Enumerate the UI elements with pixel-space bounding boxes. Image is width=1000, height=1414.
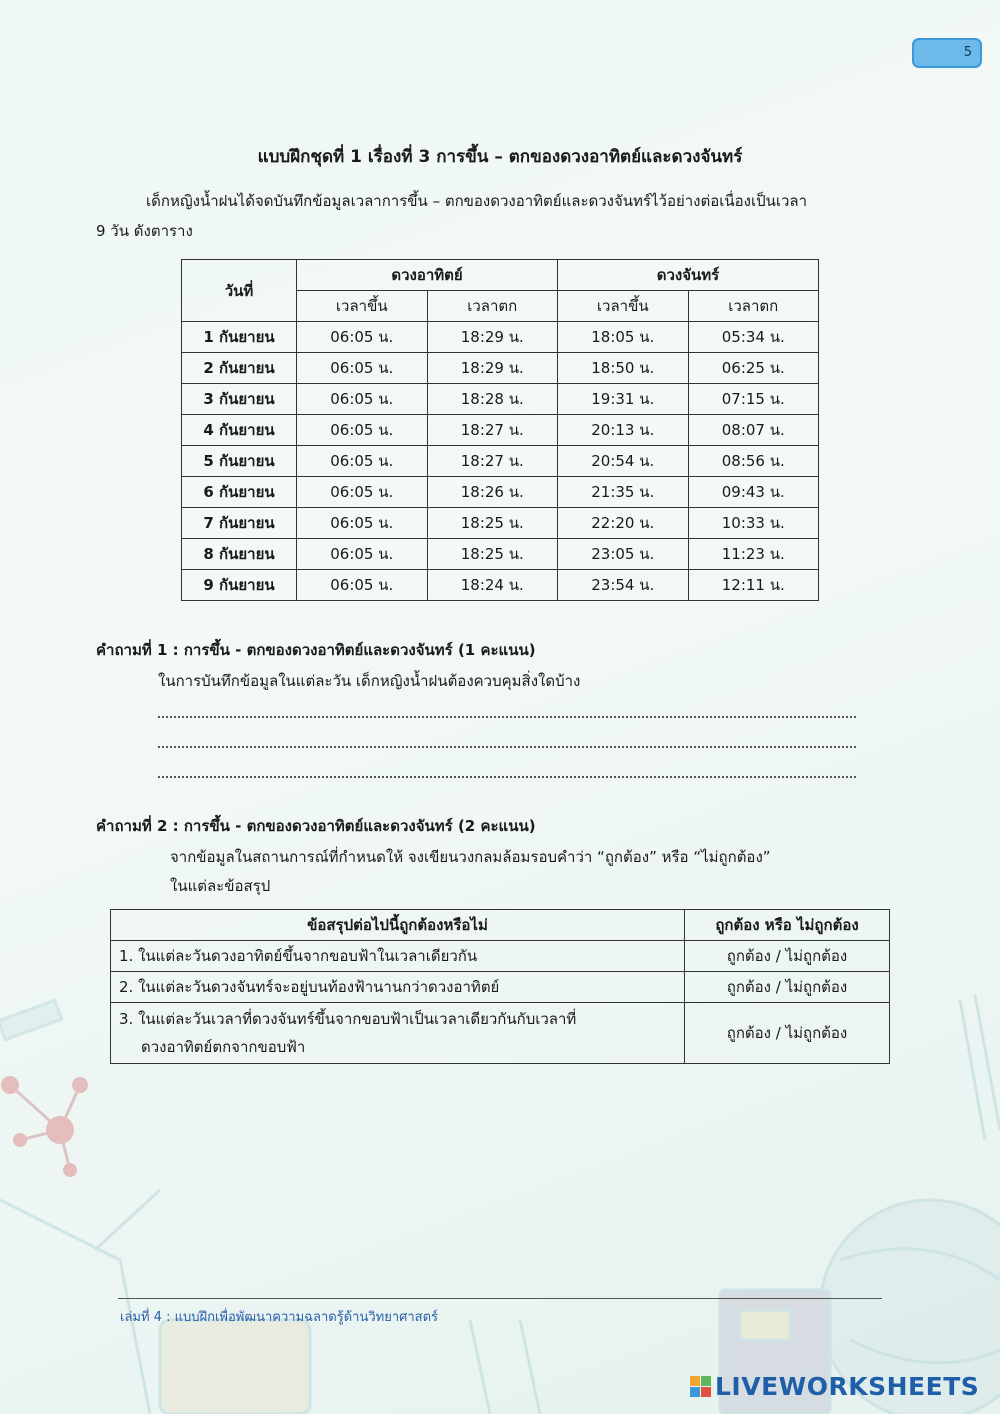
logo-blocks-icon	[690, 1376, 711, 1397]
table-row	[111, 972, 890, 1003]
sun-set-cell: 18:24 น.	[427, 570, 558, 601]
conclusion-statement-line-1: 3. ในแต่ละวันเวลาที่ดวงจันทร์ขึ้นจากขอบฟ้าเป็นเวลาเดียวกันกับเวลาที่	[119, 1010, 577, 1028]
sun-rise-cell: 06:05 น.	[297, 446, 428, 477]
answer-line-3[interactable]	[158, 776, 856, 778]
date-cell: 4 กันยายน	[182, 415, 297, 446]
table-row	[182, 353, 819, 384]
moon-rise-cell: 20:13 น.	[558, 415, 689, 446]
sun-rise-cell: 06:05 น.	[297, 322, 428, 353]
header-answer: ถูกต้อง หรือ ไม่ถูกต้อง	[685, 910, 890, 941]
table-row	[182, 446, 819, 477]
moon-set-cell: 09:43 น.	[688, 477, 819, 508]
question-2-text-2: ในแต่ละข้อสรุป	[170, 877, 271, 895]
moon-rise-cell: 19:31 น.	[558, 384, 689, 415]
date-cell: 8 กันยายน	[182, 539, 297, 570]
worksheet-title: แบบฝึกชุดที่ 1 เรื่องที่ 3 การขึ้น – ตกของดวงอาทิตย์และดวงจันทร์	[257, 147, 743, 167]
table-row	[182, 539, 819, 570]
table-row	[182, 570, 819, 601]
answer-choice[interactable]: ถูกต้อง / ไม่ถูกต้อง	[685, 1003, 890, 1064]
logo-text: LIVEWORKSHEETS	[715, 1372, 980, 1401]
question-1-text: ในการบันทึกข้อมูลในแต่ละวัน เด็กหญิงน้ำฝนต้องควบคุมสิ่งใดบ้าง	[158, 672, 581, 690]
question-2-text-1: จากข้อมูลในสถานการณ์ที่กำหนดให้ จงเขียนวงกลมล้อมรอบคำว่า “ถูกต้อง” หรือ “ไม่ถูกต้อง”	[170, 848, 771, 866]
sun-rise-cell: 06:05 น.	[297, 508, 428, 539]
intro-paragraph	[96, 186, 876, 246]
header-sun: ดวงอาทิตย์	[297, 260, 558, 291]
table-row	[182, 384, 819, 415]
header-sun-set: เวลาตก	[427, 291, 558, 322]
answer-choice[interactable]: ถูกต้อง / ไม่ถูกต้อง	[685, 972, 890, 1003]
answer-choice[interactable]: ถูกต้อง / ไม่ถูกต้อง	[685, 941, 890, 972]
header-date: วันที่	[182, 260, 297, 322]
conclusion-statement: 2. ในแต่ละวันดวงจันทร์จะอยู่บนท้องฟ้านานกว่าดวงอาทิตย์	[111, 972, 685, 1003]
page-number-badge	[912, 38, 982, 68]
moon-set-cell: 10:33 น.	[688, 508, 819, 539]
question-2-heading: คำถามที่ 2 : การขึ้น - ตกของดวงอาทิตย์และดวงจันทร์ (2 คะแนน)	[96, 817, 536, 835]
header-moon-rise: เวลาขึ้น	[558, 291, 689, 322]
sun-rise-cell: 06:05 น.	[297, 415, 428, 446]
intro-line-1: เด็กหญิงน้ำฝนได้จดบันทึกข้อมูลเวลาการขึ้น – ตกของดวงอาทิตย์และดวงจันทร์ไว้อย่างต่อเนื่องเป็นเวลา	[146, 192, 808, 210]
moon-set-cell: 11:23 น.	[688, 539, 819, 570]
sun-set-cell: 18:27 น.	[427, 446, 558, 477]
table-row	[111, 1003, 890, 1064]
moon-rise-cell: 22:20 น.	[558, 508, 689, 539]
answer-line-2[interactable]	[158, 746, 856, 748]
table-row	[111, 941, 890, 972]
page-number: 5	[963, 45, 972, 60]
moon-rise-cell: 18:05 น.	[558, 322, 689, 353]
header-moon: ดวงจันทร์	[558, 260, 819, 291]
header-moon-set: เวลาตก	[688, 291, 819, 322]
header-sun-rise: เวลาขึ้น	[297, 291, 428, 322]
liveworksheets-logo	[690, 1372, 979, 1401]
moon-set-cell: 08:56 น.	[688, 446, 819, 477]
moon-rise-cell: 21:35 น.	[558, 477, 689, 508]
sun-set-cell: 18:27 น.	[427, 415, 558, 446]
table-row	[182, 477, 819, 508]
conclusion-statement	[111, 1003, 685, 1064]
sun-rise-cell: 06:05 น.	[297, 477, 428, 508]
sun-moon-times-table	[181, 259, 819, 601]
conclusion-statement: 1. ในแต่ละวันดวงอาทิตย์ขึ้นจากขอบฟ้าในเวลาเดียวกัน	[111, 941, 685, 972]
moon-set-cell: 05:34 น.	[688, 322, 819, 353]
footer-divider	[118, 1298, 882, 1299]
moon-set-cell: 06:25 น.	[688, 353, 819, 384]
sun-set-cell: 18:29 น.	[427, 322, 558, 353]
intro-line-2: 9 วัน ดังตาราง	[96, 222, 193, 240]
sun-set-cell: 18:25 น.	[427, 508, 558, 539]
moon-set-cell: 12:11 น.	[688, 570, 819, 601]
moon-set-cell: 07:15 น.	[688, 384, 819, 415]
date-cell: 9 กันยายน	[182, 570, 297, 601]
header-conclusion: ข้อสรุปต่อไปนี้ถูกต้องหรือไม่	[111, 910, 685, 941]
moon-rise-cell: 20:54 น.	[558, 446, 689, 477]
date-cell: 7 กันยายน	[182, 508, 297, 539]
date-cell: 2 กันยายน	[182, 353, 297, 384]
sun-rise-cell: 06:05 น.	[297, 570, 428, 601]
question-1-heading: คำถามที่ 1 : การขึ้น - ตกของดวงอาทิตย์และดวงจันทร์ (1 คะแนน)	[96, 641, 536, 659]
moon-rise-cell: 18:50 น.	[558, 353, 689, 384]
moon-rise-cell: 23:05 น.	[558, 539, 689, 570]
moon-set-cell: 08:07 น.	[688, 415, 819, 446]
sun-set-cell: 18:29 น.	[427, 353, 558, 384]
sun-set-cell: 18:28 น.	[427, 384, 558, 415]
answer-line-1[interactable]	[158, 716, 856, 718]
moon-rise-cell: 23:54 น.	[558, 570, 689, 601]
sun-rise-cell: 06:05 น.	[297, 384, 428, 415]
table-row	[182, 415, 819, 446]
sun-set-cell: 18:26 น.	[427, 477, 558, 508]
date-cell: 5 กันยายน	[182, 446, 297, 477]
sun-rise-cell: 06:05 น.	[297, 353, 428, 384]
footer-text: เล่มที่ 4 : แบบฝึกเพื่อพัฒนาความฉลาดรู้ด้านวิทยาศาสตร์	[120, 1310, 439, 1325]
sun-set-cell: 18:25 น.	[427, 539, 558, 570]
sun-rise-cell: 06:05 น.	[297, 539, 428, 570]
date-cell: 1 กันยายน	[182, 322, 297, 353]
conclusion-table	[110, 909, 890, 1064]
date-cell: 6 กันยายน	[182, 477, 297, 508]
table-row	[182, 322, 819, 353]
conclusion-statement-line-2: ดวงอาทิตย์ตกจากขอบฟ้า	[141, 1038, 306, 1056]
date-cell: 3 กันยายน	[182, 384, 297, 415]
table-row	[182, 508, 819, 539]
